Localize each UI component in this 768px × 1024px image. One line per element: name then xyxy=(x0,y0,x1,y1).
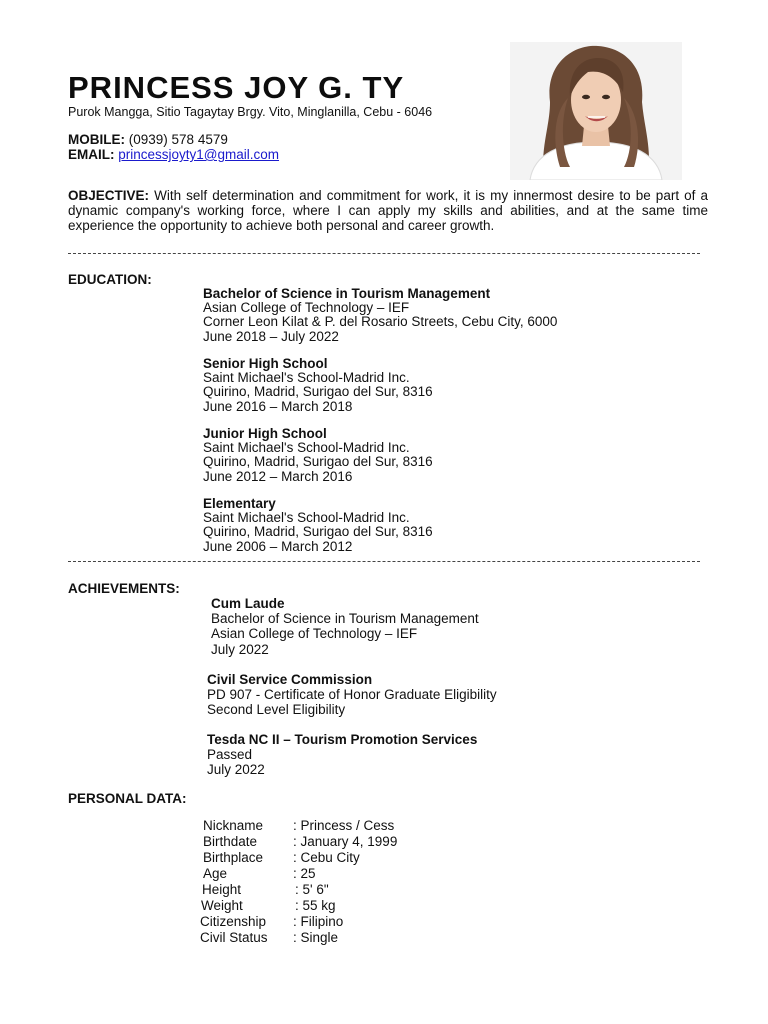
divider xyxy=(68,253,700,254)
personal-data-label: Birthdate xyxy=(203,834,258,849)
education-school: Asian College of Technology – IEF xyxy=(203,300,410,316)
address: Purok Mangga, Sitio Tagaytay Brgy. Vito, Minglanilla, Cebu - 6046 xyxy=(68,105,433,119)
education-heading: EDUCATION: xyxy=(68,272,152,287)
achievement-line: PD 907 - Certificate of Honor Graduate Eligibility xyxy=(207,687,497,703)
education-level: Junior High School xyxy=(203,426,327,441)
personal-data-table xyxy=(200,818,500,953)
achievement-entry xyxy=(207,732,477,778)
mobile-label: MOBILE: xyxy=(68,132,125,147)
personal-data-value: : Princess / Cess xyxy=(293,818,395,833)
personal-data-value: : Cebu City xyxy=(293,850,360,865)
personal-data-label: Height xyxy=(202,882,242,897)
education-dates: June 2018 – July 2022 xyxy=(203,328,339,344)
personal-data-label: Civil Status xyxy=(200,930,268,945)
divider xyxy=(68,561,700,562)
education-dates: June 2016 – March 2018 xyxy=(203,398,353,414)
achievement-line: Asian College of Technology – IEF xyxy=(211,626,418,642)
education-school: Saint Michael's School-Madrid Inc. xyxy=(203,440,410,456)
email-label: EMAIL: xyxy=(68,147,115,162)
education-entry xyxy=(203,287,557,344)
objective-text: With self determination and commitment for work, it is my innermost desire to be part of a dynamic company's working force, where I can apply my skills and abilities, and at the same time experience the opportunity to achieve both personal and career growth. xyxy=(68,188,708,233)
personal-data-value: : 25 xyxy=(293,866,316,881)
achievement-title: Civil Service Commission xyxy=(207,672,373,687)
mobile-number: (0939) 578 4579 xyxy=(128,132,228,147)
education-level: Elementary xyxy=(203,496,276,511)
education-level: Bachelor of Science in Tourism Management xyxy=(203,286,491,301)
achievement-line: July 2022 xyxy=(207,762,265,778)
personal-data-label: Weight xyxy=(201,898,243,913)
objective-label: OBJECTIVE: xyxy=(68,188,150,203)
personal-data-label: Nickname xyxy=(203,818,264,833)
achievement-entry xyxy=(207,672,497,718)
education-school: Saint Michael's School-Madrid Inc. xyxy=(203,370,410,386)
education-school: Saint Michael's School-Madrid Inc. xyxy=(203,510,410,526)
personal-data-value: : Filipino xyxy=(293,914,344,929)
personal-data-label: Age xyxy=(203,866,228,881)
education-address: Quirino, Madrid, Surigao del Sur, 8316 xyxy=(203,454,433,470)
profile-photo xyxy=(510,42,682,180)
portrait-image xyxy=(510,42,682,180)
mobile-line xyxy=(68,132,228,148)
achievements-heading: ACHIEVEMENTS: xyxy=(68,581,180,596)
personal-data-value: : 55 kg xyxy=(295,898,336,913)
personal-data-heading: PERSONAL DATA: xyxy=(68,791,187,806)
email-line xyxy=(68,147,279,163)
email-link[interactable]: princessjoyty1@gmail.com xyxy=(118,147,280,162)
achievement-title: Cum Laude xyxy=(211,596,285,611)
education-dates: June 2012 – March 2016 xyxy=(203,468,353,484)
education-dates: June 2006 – March 2012 xyxy=(203,538,353,554)
objective xyxy=(68,188,708,233)
achievement-line: Second Level Eligibility xyxy=(207,702,346,718)
achievement-line: Bachelor of Science in Tourism Management xyxy=(211,611,479,627)
personal-data-value: : Single xyxy=(293,930,339,945)
education-entry xyxy=(203,357,433,414)
achievement-line: Passed xyxy=(207,747,253,763)
achievement-title: Tesda NC II – Tourism Promotion Services xyxy=(207,732,478,747)
personal-data-value: : January 4, 1999 xyxy=(293,834,398,849)
personal-data-label: Citizenship xyxy=(200,914,267,929)
education-entry xyxy=(203,497,433,554)
applicant-name: PRINCESS JOY G. TY xyxy=(68,70,405,105)
education-entry xyxy=(203,427,433,484)
personal-data-label: Birthplace xyxy=(203,850,264,865)
education-level: Senior High School xyxy=(203,356,328,371)
education-address: Quirino, Madrid, Surigao del Sur, 8316 xyxy=(203,524,433,540)
personal-data-value: : 5' 6" xyxy=(295,882,329,897)
achievement-line: July 2022 xyxy=(211,641,269,657)
education-address: Quirino, Madrid, Surigao del Sur, 8316 xyxy=(203,384,433,400)
education-address: Corner Leon Kilat & P. del Rosario Streets, Cebu City, 6000 xyxy=(203,314,558,330)
achievement-entry xyxy=(211,596,479,657)
